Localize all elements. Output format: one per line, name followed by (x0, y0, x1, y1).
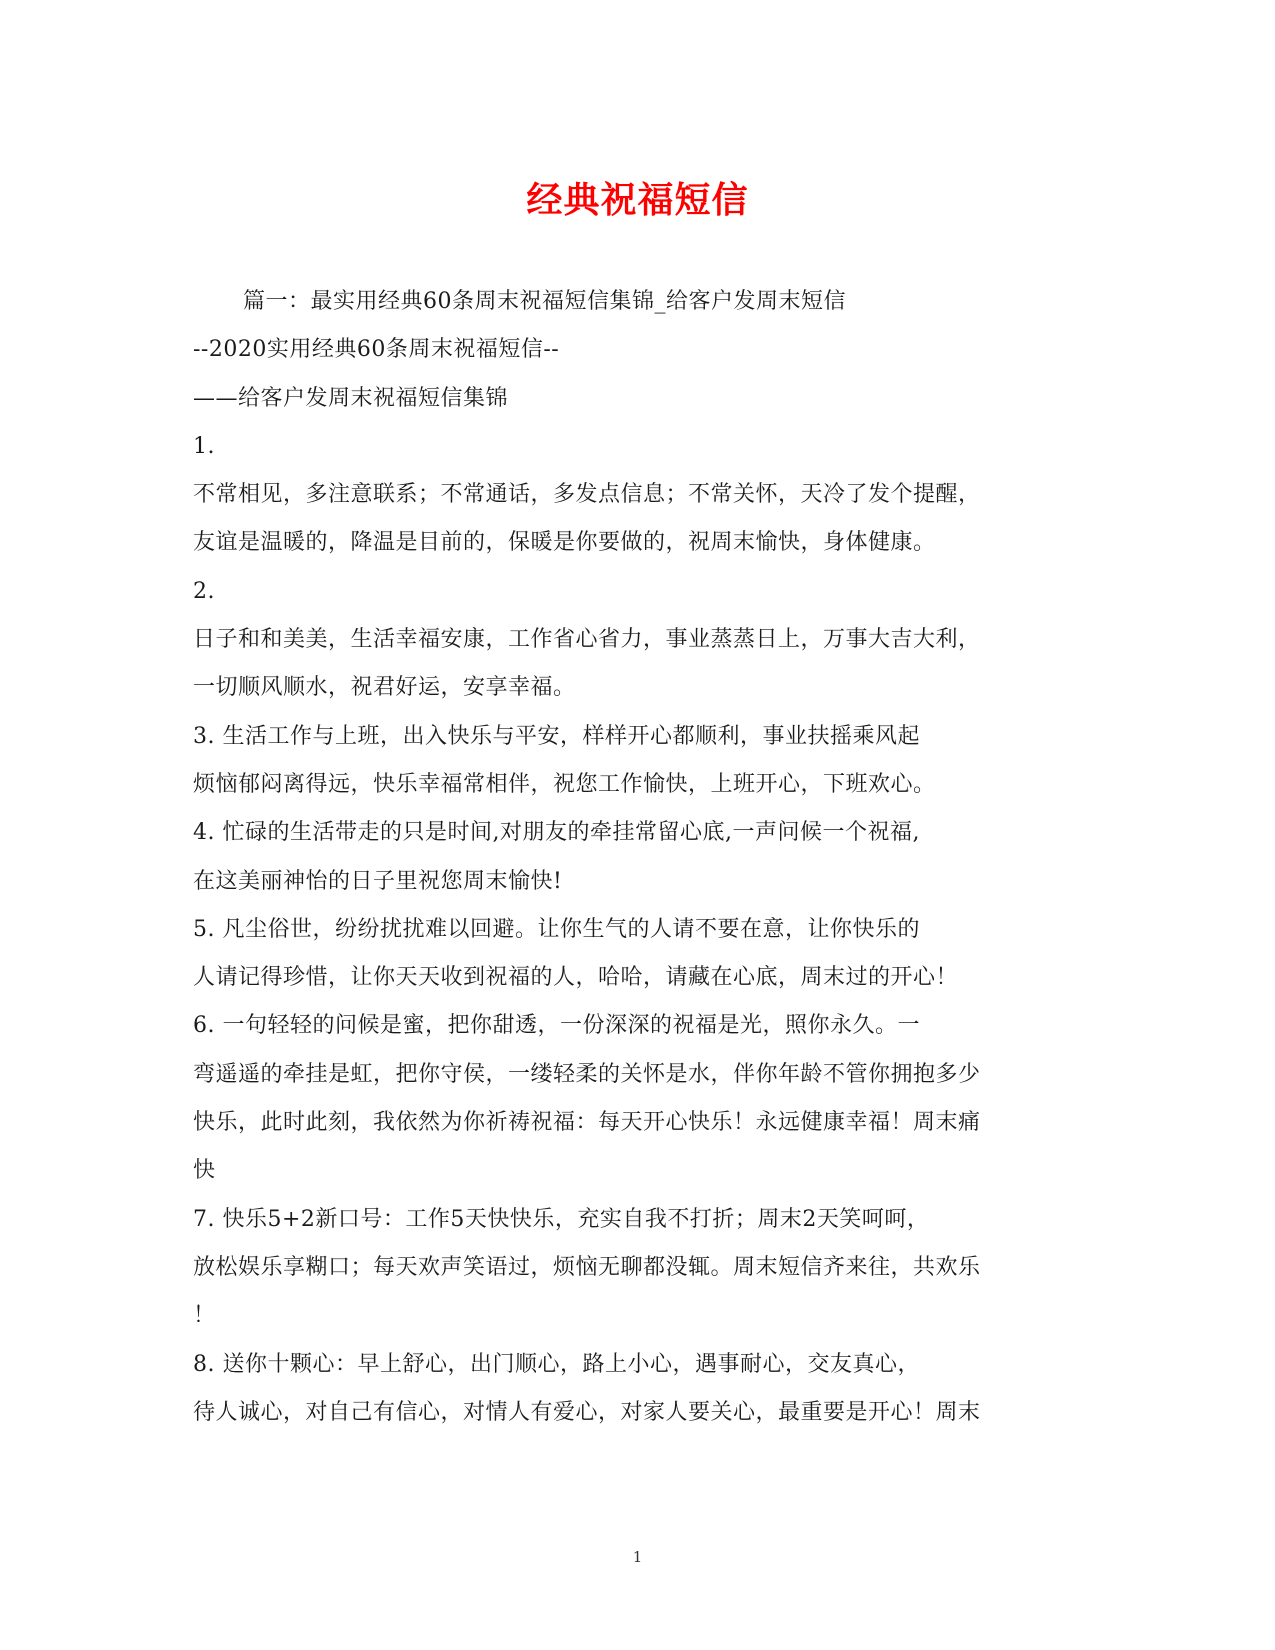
subtitle-line: ——给客户发周末祝福短信集锦 (193, 385, 509, 411)
text-line: ！ (193, 1303, 216, 1329)
text-line: 一切顺风顺水，祝君好运，安享幸福。 (193, 675, 576, 701)
item-number: 2. (193, 578, 215, 604)
text-line: 3. 生活工作与上班，出入快乐与平安，样样开心都顺利，事业扶摇乘风起 (193, 723, 920, 749)
document-body (193, 288, 1073, 1447)
text-line: 快 (193, 1158, 216, 1184)
text-line: 5. 凡尘俗世，纷纷扰扰难以回避。让你生气的人请不要在意，让你快乐的 (193, 916, 920, 942)
text-line: 待人诚心，对自己有信心，对情人有爱心，对家人要关心，最重要是开心！周末 (193, 1399, 981, 1425)
text-line: 日子和和美美，生活幸福安康，工作省心省力，事业蒸蒸日上，万事大吉大利， (193, 627, 981, 653)
document-title: 经典祝福短信 (526, 179, 749, 221)
text-line: 烦恼郁闷离得远，快乐幸福常相伴，祝您工作愉快，上班开心，下班欢心。 (193, 771, 936, 797)
text-line: 不常相见，多注意联系；不常通话，多发点信息；不常关怀，天冷了发个提醒， (193, 482, 981, 508)
text-line: 人请记得珍惜，让你天天收到祝福的人，哈哈，请藏在心底，周末过的开心！ (193, 965, 959, 991)
section-heading: 篇一：最实用经典60条周末祝福短信集锦_给客户发周末短信 (243, 289, 846, 314)
page-number: 1 (632, 1548, 643, 1566)
text-line: 在这美丽神怡的日子里祝您周末愉快! (193, 868, 563, 894)
text-line: 弯遥遥的牵挂是虹，把你守侯，一缕轻柔的关怀是水，伴你年龄不管你拥抱多少 (193, 1061, 981, 1087)
text-line: 快乐，此时此刻，我依然为你祈祷祝福：每天开心快乐！永远健康幸福！周末痛 (193, 1110, 981, 1136)
item-number: 1. (193, 433, 215, 459)
subtitle-line: --2020实用经典60条周末祝福短信-- (193, 337, 560, 363)
text-line: 友谊是温暖的，降温是目前的，保暖是你要做的，祝周末愉快，身体健康。 (193, 530, 936, 556)
text-line: 放松娱乐享糊口；每天欢声笑语过，烦恼无聊都没辄。周末短信齐来往，共欢乐 (193, 1254, 981, 1280)
text-line: 6. 一句轻轻的问候是蜜，把你甜透，一份深深的祝福是光，照你永久。一 (193, 1013, 920, 1039)
text-line: 4. 忙碌的生活带走的只是时间,对朋友的牵挂常留心底,一声问候一个祝福, (193, 820, 920, 846)
text-line: 7. 快乐5+2新口号：工作5天快快乐，充实自我不打折；周末2天笑呵呵， (193, 1206, 930, 1232)
text-line: 8. 送你十颗心：早上舒心，出门顺心，路上小心，遇事耐心，交友真心， (193, 1351, 920, 1377)
